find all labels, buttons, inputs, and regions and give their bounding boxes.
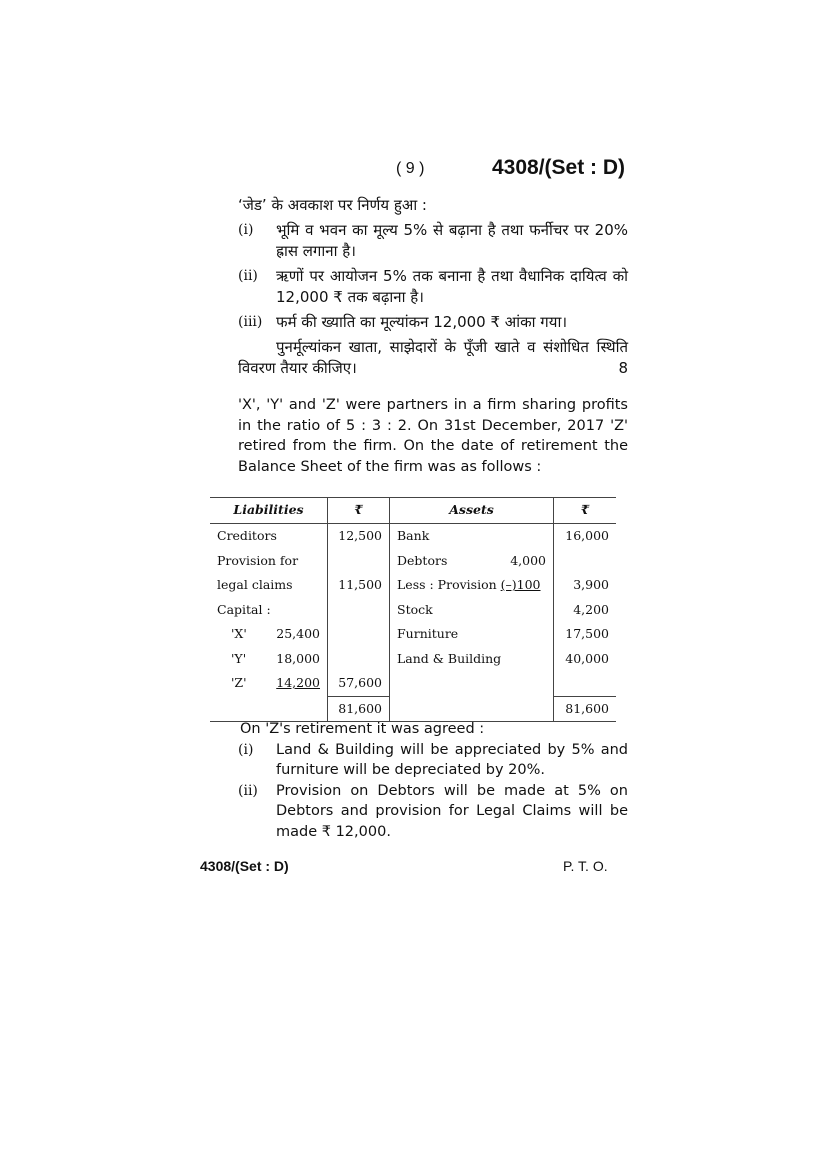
cell	[210, 671, 328, 696]
cell	[390, 549, 554, 574]
table-row	[210, 524, 616, 549]
paper-code: 4308/(Set : D)	[492, 156, 626, 179]
hindi-item	[238, 312, 628, 333]
cell: legal claims	[217, 577, 293, 592]
partner-name: 'Y'	[231, 650, 247, 666]
cell: 11,500	[328, 573, 390, 598]
cell	[390, 573, 554, 598]
cell: Land & Building	[390, 647, 554, 672]
cell: Bank	[390, 524, 554, 549]
hindi-intro: ‘जेड’ के अवकाश पर निर्णय हुआ :	[238, 196, 427, 214]
footer-code: 4308/(Set : D)	[200, 858, 289, 874]
page-number: ( 9 )	[396, 160, 425, 177]
item-text: Provision on Debtors will be made at 5% on Debtors and provision for Legal Claims will be made ₹ 12,000.	[276, 782, 628, 840]
table-row	[210, 598, 616, 623]
header-rupee: ₹	[554, 498, 617, 524]
item-number: (ii)	[238, 782, 258, 799]
partner-capital: 18,000	[276, 650, 320, 666]
debtors-label: Debtors	[397, 552, 448, 568]
partner-name: 'Z'	[231, 675, 247, 690]
table-row	[210, 622, 616, 647]
table-row	[210, 671, 616, 696]
cell	[210, 647, 328, 672]
item-text: ऋणों पर आयोजन 5% तक बनाना है तथा वैधानिक दायित्व को 12,000 ₹ तक बढ़ाना है।	[276, 267, 628, 306]
table-row	[210, 573, 616, 598]
english-agreed-section	[238, 719, 628, 842]
hindi-item	[238, 220, 628, 262]
total-row	[210, 696, 616, 722]
cell: 4,200	[554, 598, 617, 623]
partner-capital: 14,200	[276, 675, 320, 690]
debtors-gross: 4,000	[510, 552, 546, 568]
footer-pto: P. T. O.	[563, 858, 608, 874]
cell: Provision for	[217, 552, 299, 568]
cell: Capital :	[217, 601, 271, 617]
cell: 12,500	[328, 524, 390, 549]
english-intro: 'X', 'Y' and 'Z' were partners in a firm sharing profits in the ratio of 5 : 3 : 2. On 31st December, 2017 'Z' retired from the firm. On the date of retirement the Balance Sheet of the firm was as follows :	[238, 397, 628, 475]
marks: 8	[618, 359, 628, 377]
total-assets: 81,600	[554, 696, 617, 722]
partner-name: 'X'	[231, 626, 247, 641]
english-item	[238, 740, 628, 781]
hindi-item	[238, 266, 628, 308]
agreed-intro: On 'Z's retirement it was agreed :	[240, 721, 485, 737]
header-assets: Assets	[390, 498, 554, 524]
instruction-text: पुनर्मूल्यांकन खाता, साझेदारों के पूँजी खाते व संशोधित स्थिति विवरण तैयार कीजिए।	[238, 338, 628, 377]
cell: 16,000	[554, 524, 617, 549]
item-number: (iii)	[238, 314, 263, 330]
header-rupee: ₹	[328, 498, 390, 524]
table-row	[210, 549, 616, 574]
cell: 17,500	[554, 622, 617, 647]
partner-capital: 25,400	[276, 626, 320, 641]
total-liabilities: 81,600	[328, 696, 390, 722]
cell: 57,600	[328, 671, 390, 696]
item-number: (i)	[238, 222, 254, 238]
hindi-section	[238, 195, 628, 379]
table-row	[210, 647, 616, 672]
table-header	[210, 498, 616, 524]
item-text: Land & Building will be appreciated by 5% and furniture will be depreciated by 20%.	[276, 741, 628, 778]
english-item	[238, 781, 628, 843]
cell: 3,900	[554, 573, 617, 598]
item-number: (ii)	[238, 268, 258, 284]
cell: 40,000	[554, 647, 617, 672]
balance-sheet-table	[210, 497, 616, 722]
less-amount: (–)100	[500, 577, 541, 592]
header-liabilities: Liabilities	[210, 498, 328, 524]
cell: Creditors	[217, 528, 277, 543]
cell: Furniture	[390, 622, 554, 647]
cell	[210, 622, 328, 647]
cell: Stock	[390, 598, 554, 623]
item-text: भूमि व भवन का मूल्य 5% से बढ़ाना है तथा फर्नीचर पर 20% ह्रास लगाना है।	[276, 221, 628, 260]
item-number: (i)	[238, 741, 254, 758]
less-label: Less : Provision	[397, 577, 497, 592]
hindi-instruction	[238, 337, 628, 379]
item-text: फर्म की ख्याति का मूल्यांकन 12,000 ₹ आंका गया।	[276, 313, 568, 331]
